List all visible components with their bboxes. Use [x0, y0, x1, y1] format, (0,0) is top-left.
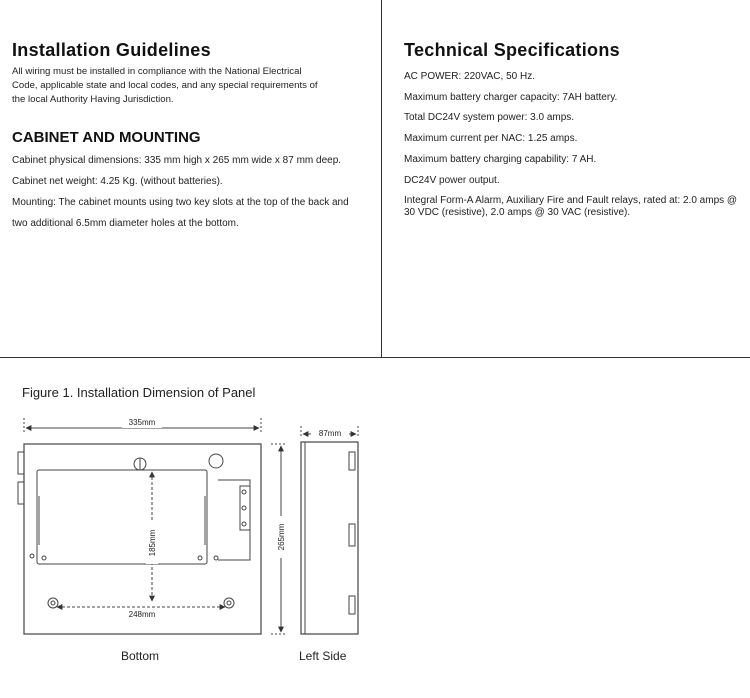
left-side-view-caption: Left Side	[299, 649, 347, 663]
mounting-line: Mounting: The cabinet mounts using two key slots at the top of the back and	[12, 197, 349, 208]
inner-width-dimension-label: 248mm	[128, 610, 156, 619]
intro-line: Code, applicable state and local codes, and any special requirements of	[12, 80, 318, 91]
spec-item: Maximum battery charging capability: 7 AH.	[404, 153, 597, 165]
spec-item: Maximum current per NAC: 1.25 amps.	[404, 133, 578, 145]
intro-line: All wiring must be installed in compliance with the National Electrical	[12, 66, 302, 77]
installation-guidelines-title: Installation Guidelines	[12, 40, 211, 60]
spec-item: Total DC24V system power: 3.0 amps.	[404, 112, 575, 124]
height-dimension-label: 265mm	[277, 523, 286, 551]
spec-item: DC24V power output.	[404, 174, 500, 186]
cabinet-mounting-title: CABINET AND MOUNTING	[12, 129, 201, 146]
cabinet-dimensions-line: Cabinet physical dimensions: 335 mm high x 265 mm wide x 87 mm deep.	[12, 155, 342, 166]
figure-title: Figure 1. Installation Dimension of Panel	[22, 385, 256, 400]
cabinet-weight-line: Cabinet net weight: 4.25 Kg. (without batteries).	[12, 176, 223, 187]
spec-item-relays: Integral Form-A Alarm, Auxiliary Fire and Fault relays, rated at: 2.0 amps @ 30 VDC (resistive), 2.0 amps @ 30 VAC (resistive).	[404, 195, 738, 219]
technical-specifications-title: Technical Specifications	[404, 40, 620, 60]
spec-list	[404, 67, 744, 219]
technical-specifications-section	[404, 40, 744, 219]
section-divider	[0, 357, 750, 358]
inner-height-dimension-label: 185mm	[148, 529, 157, 557]
depth-dimension-label: 87mm	[318, 429, 342, 438]
spec-item: AC POWER: 220VAC, 50 Hz.	[404, 71, 535, 82]
bottom-view-caption: Bottom	[121, 649, 160, 663]
installation-guidelines-section	[12, 40, 367, 234]
column-divider	[381, 0, 382, 357]
cabinet-mounting-list	[12, 150, 367, 234]
spec-item: Maximum battery charger capacity: 7AH battery.	[404, 91, 618, 103]
intro-line: the local Authority Having Jurisdiction.	[12, 94, 174, 105]
panel-dimension-drawing	[0, 400, 750, 650]
mounting-line-cont: two additional 6.5mm diameter holes at the bottom.	[12, 218, 239, 229]
left-side-view	[301, 426, 358, 634]
wiring-compliance-note	[12, 65, 367, 107]
width-dimension-label: 335mm	[128, 418, 156, 427]
